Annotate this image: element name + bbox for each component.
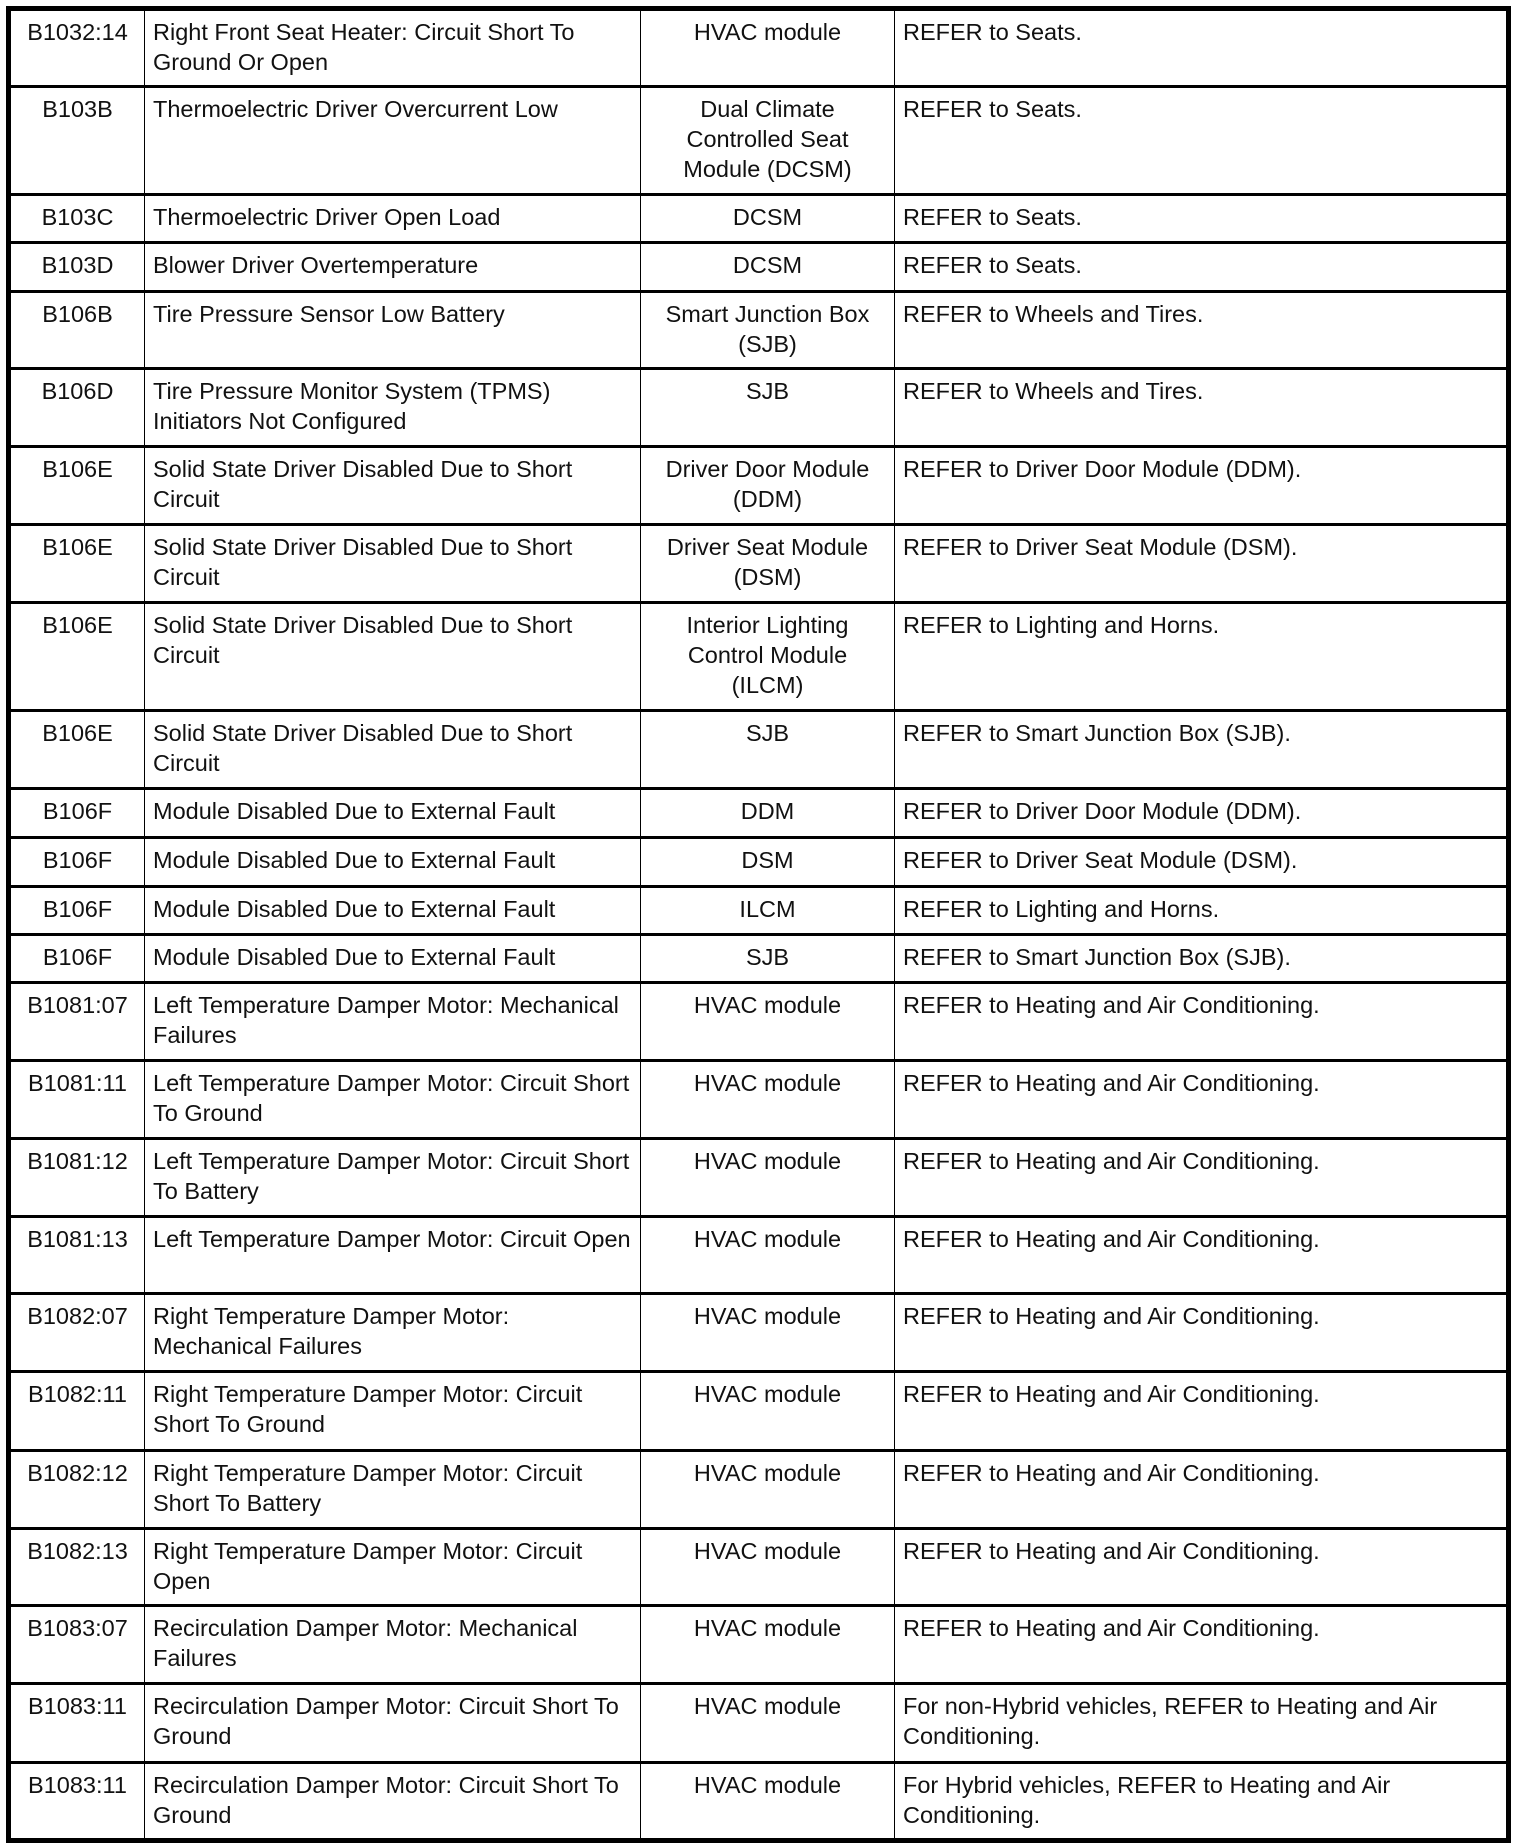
module-cell: Interior Lighting Control Module (ILCM) — [641, 603, 895, 711]
action-cell: REFER to Lighting and Horns. — [895, 887, 1509, 935]
description-cell: Module Disabled Due to External Fault — [145, 887, 641, 935]
description-cell: Solid State Driver Disabled Due to Short Circuit — [145, 525, 641, 603]
table-row — [9, 243, 1509, 292]
description-cell: Thermoelectric Driver Open Load — [145, 195, 641, 243]
description-cell: Recirculation Damper Motor: Circuit Short To Ground — [145, 1763, 641, 1841]
dtc-code-cell: B106D — [9, 369, 145, 447]
dtc-code-cell: B1081:13 — [9, 1217, 145, 1294]
dtc-code-cell: B106F — [9, 935, 145, 983]
module-cell: ILCM — [641, 887, 895, 935]
dtc-code-cell: B1082:11 — [9, 1372, 145, 1451]
dtc-code-cell: B106E — [9, 447, 145, 525]
action-cell: REFER to Heating and Air Conditioning. — [895, 1606, 1509, 1684]
description-cell: Solid State Driver Disabled Due to Short Circuit — [145, 447, 641, 525]
module-cell: DCSM — [641, 243, 895, 292]
dtc-code-cell: B1081:11 — [9, 1061, 145, 1139]
description-cell: Left Temperature Damper Motor: Mechanical Failures — [145, 983, 641, 1061]
action-cell: REFER to Lighting and Horns. — [895, 603, 1509, 711]
action-cell: REFER to Seats. — [895, 195, 1509, 243]
description-cell: Thermoelectric Driver Overcurrent Low — [145, 87, 641, 195]
dtc-code-cell: B106F — [9, 789, 145, 838]
description-cell: Left Temperature Damper Motor: Circuit Short To Battery — [145, 1139, 641, 1217]
table-row — [9, 1217, 1509, 1294]
dtc-code-cell: B1081:07 — [9, 983, 145, 1061]
action-cell: REFER to Heating and Air Conditioning. — [895, 983, 1509, 1061]
action-cell: REFER to Seats. — [895, 9, 1509, 87]
module-cell: HVAC module — [641, 1684, 895, 1763]
table-row — [9, 9, 1509, 87]
module-cell: DDM — [641, 789, 895, 838]
description-cell: Module Disabled Due to External Fault — [145, 789, 641, 838]
table-row — [9, 603, 1509, 711]
action-cell: REFER to Heating and Air Conditioning. — [895, 1529, 1509, 1606]
dtc-table-body — [9, 9, 1509, 1841]
description-cell: Module Disabled Due to External Fault — [145, 838, 641, 887]
action-cell: REFER to Driver Seat Module (DSM). — [895, 838, 1509, 887]
description-cell: Right Temperature Damper Motor: Circuit Open — [145, 1529, 641, 1606]
dtc-code-cell: B1081:12 — [9, 1139, 145, 1217]
table-row — [9, 1684, 1509, 1763]
description-cell: Right Front Seat Heater: Circuit Short To Ground Or Open — [145, 9, 641, 87]
description-cell: Left Temperature Damper Motor: Circuit Open — [145, 1217, 641, 1294]
dtc-code-cell: B106E — [9, 603, 145, 711]
dtc-code-cell: B106E — [9, 525, 145, 603]
description-cell: Recirculation Damper Motor: Circuit Short To Ground — [145, 1684, 641, 1763]
dtc-code-cell: B106F — [9, 838, 145, 887]
module-cell: SJB — [641, 369, 895, 447]
table-row — [9, 369, 1509, 447]
description-cell: Left Temperature Damper Motor: Circuit Short To Ground — [145, 1061, 641, 1139]
dtc-code-cell: B106B — [9, 292, 145, 369]
module-cell: DCSM — [641, 195, 895, 243]
action-cell: REFER to Heating and Air Conditioning. — [895, 1294, 1509, 1372]
description-cell: Module Disabled Due to External Fault — [145, 935, 641, 983]
table-row — [9, 887, 1509, 935]
dtc-code-cell: B1083:07 — [9, 1606, 145, 1684]
action-cell: For Hybrid vehicles, REFER to Heating and Air Conditioning. — [895, 1763, 1509, 1841]
table-row — [9, 789, 1509, 838]
module-cell: HVAC module — [641, 1529, 895, 1606]
module-cell: HVAC module — [641, 1372, 895, 1451]
table-row — [9, 983, 1509, 1061]
module-cell: HVAC module — [641, 1139, 895, 1217]
table-row — [9, 935, 1509, 983]
description-cell: Tire Pressure Monitor System (TPMS) Initiators Not Configured — [145, 369, 641, 447]
module-cell: HVAC module — [641, 1217, 895, 1294]
description-cell: Solid State Driver Disabled Due to Short Circuit — [145, 711, 641, 789]
table-row — [9, 711, 1509, 789]
table-row — [9, 1606, 1509, 1684]
module-cell: HVAC module — [641, 1606, 895, 1684]
description-cell: Tire Pressure Sensor Low Battery — [145, 292, 641, 369]
action-cell: REFER to Wheels and Tires. — [895, 292, 1509, 369]
module-cell: Driver Door Module (DDM) — [641, 447, 895, 525]
dtc-code-cell: B1082:12 — [9, 1451, 145, 1529]
module-cell: Driver Seat Module (DSM) — [641, 525, 895, 603]
dtc-code-cell: B103B — [9, 87, 145, 195]
table-row — [9, 1451, 1509, 1529]
action-cell: REFER to Driver Seat Module (DSM). — [895, 525, 1509, 603]
action-cell: For non-Hybrid vehicles, REFER to Heating and Air Conditioning. — [895, 1684, 1509, 1763]
action-cell: REFER to Heating and Air Conditioning. — [895, 1139, 1509, 1217]
dtc-code-cell: B1032:14 — [9, 9, 145, 87]
module-cell: HVAC module — [641, 9, 895, 87]
module-cell: DSM — [641, 838, 895, 887]
dtc-code-cell: B1082:13 — [9, 1529, 145, 1606]
action-cell: REFER to Wheels and Tires. — [895, 369, 1509, 447]
action-cell: REFER to Driver Door Module (DDM). — [895, 447, 1509, 525]
table-row — [9, 525, 1509, 603]
table-row — [9, 87, 1509, 195]
module-cell: HVAC module — [641, 983, 895, 1061]
description-cell: Right Temperature Damper Motor: Mechanical Failures — [145, 1294, 641, 1372]
action-cell: REFER to Smart Junction Box (SJB). — [895, 711, 1509, 789]
dtc-code-cell: B103D — [9, 243, 145, 292]
dtc-code-cell: B1083:11 — [9, 1684, 145, 1763]
table-row — [9, 1529, 1509, 1606]
table-row — [9, 1139, 1509, 1217]
module-cell: Dual Climate Controlled Seat Module (DCSM) — [641, 87, 895, 195]
table-row — [9, 292, 1509, 369]
action-cell: REFER to Heating and Air Conditioning. — [895, 1451, 1509, 1529]
description-cell: Solid State Driver Disabled Due to Short Circuit — [145, 603, 641, 711]
module-cell: SJB — [641, 935, 895, 983]
table-row — [9, 1294, 1509, 1372]
description-cell: Right Temperature Damper Motor: Circuit Short To Ground — [145, 1372, 641, 1451]
module-cell: HVAC module — [641, 1763, 895, 1841]
dtc-code-cell: B103C — [9, 195, 145, 243]
module-cell: Smart Junction Box (SJB) — [641, 292, 895, 369]
action-cell: REFER to Heating and Air Conditioning. — [895, 1217, 1509, 1294]
dtc-table — [6, 6, 1511, 1843]
module-cell: SJB — [641, 711, 895, 789]
action-cell: REFER to Driver Door Module (DDM). — [895, 789, 1509, 838]
module-cell: HVAC module — [641, 1061, 895, 1139]
dtc-code-cell: B106F — [9, 887, 145, 935]
action-cell: REFER to Heating and Air Conditioning. — [895, 1061, 1509, 1139]
action-cell: REFER to Seats. — [895, 87, 1509, 195]
module-cell: HVAC module — [641, 1451, 895, 1529]
module-cell: HVAC module — [641, 1294, 895, 1372]
dtc-code-cell: B1083:11 — [9, 1763, 145, 1841]
description-cell: Right Temperature Damper Motor: Circuit Short To Battery — [145, 1451, 641, 1529]
dtc-code-cell: B106E — [9, 711, 145, 789]
description-cell: Recirculation Damper Motor: Mechanical Failures — [145, 1606, 641, 1684]
table-row — [9, 195, 1509, 243]
table-row — [9, 1061, 1509, 1139]
table-row — [9, 1763, 1509, 1841]
table-row — [9, 838, 1509, 887]
table-row — [9, 447, 1509, 525]
action-cell: REFER to Seats. — [895, 243, 1509, 292]
action-cell: REFER to Smart Junction Box (SJB). — [895, 935, 1509, 983]
dtc-code-cell: B1082:07 — [9, 1294, 145, 1372]
table-row — [9, 1372, 1509, 1451]
action-cell: REFER to Heating and Air Conditioning. — [895, 1372, 1509, 1451]
description-cell: Blower Driver Overtemperature — [145, 243, 641, 292]
